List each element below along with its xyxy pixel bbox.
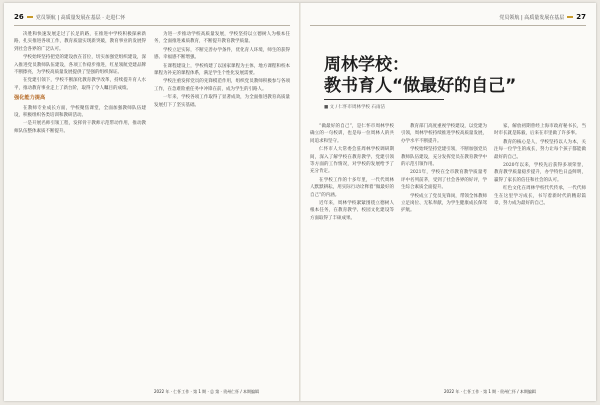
paragraph: 在教师专业成长方面，学校聚焦课堂，全面加强教师队伍建设，积极组织各类培训和教研活动。 bbox=[14, 105, 146, 119]
right-page-number: 27 bbox=[576, 13, 586, 21]
paragraph: 近年来，周林学校紧紧围绕立德树人根本任务，在教育教学、校园文化建设等方面取得了丰硕成果。 bbox=[310, 201, 394, 221]
section-subhead: 强化能力提高 bbox=[14, 95, 46, 102]
paragraph: 仁怀市人大常委会驻周林学校调研期间，深入了解学校在教育教学、党建引领等方面的工作情况，对学校的发展给予了充分肯定。 bbox=[310, 147, 394, 175]
article-title bbox=[324, 55, 517, 97]
paragraph: 2021年，学校在全市教育教学质量考评中名列前茅，受到了社会各界的好评，学生综合素质全面提升。 bbox=[401, 170, 487, 191]
right-column-3 bbox=[494, 123, 586, 385]
article-title-line-2: 教书育人“做最好的自己” bbox=[324, 76, 517, 96]
right-column-2 bbox=[401, 123, 487, 385]
title-rule bbox=[324, 99, 444, 100]
paragraph: 在党建引领下，学校不断深化教育教学改革，持续提升育人水平，推动教育事业走上了新台阶，取得了令人瞩目的成绩。 bbox=[14, 78, 146, 91]
paragraph: 教育的核心是人，学校坚持以人为本，关注每一位学生的成长，努力让每个孩子都能做最好的自己。 bbox=[494, 139, 586, 160]
paragraph: 学校始终坚持党建引领，不断加强党员教师队伍建设，充分发挥党员在教育教学中的示范引领作用。 bbox=[401, 147, 487, 168]
paragraph: 学校立足实际，不断完善办学条件，优化育人环境，师生的获得感、幸福感不断增强。 bbox=[154, 47, 290, 61]
right-section-tag bbox=[567, 16, 573, 18]
left-header-rule bbox=[14, 25, 290, 26]
paragraph: 家，解放初期曾经上海市政府秘书长，当时市长就是陈毅，后来在市里做了许多事。 bbox=[494, 124, 586, 137]
right-footer: 2022 年 · 仁怀工作 · 第 1 期 · 贵州仁怀 / 本期编辑 bbox=[444, 389, 536, 394]
left-column-1 bbox=[14, 31, 146, 383]
left-footer: 2022 年 · 仁怀工作 · 第 1 期 · 总 第 · 贵州仁怀 / 本期编辑 bbox=[154, 389, 259, 394]
paragraph: 为进一步推动学校高质量发展，学校坚持以立德树人为根本任务，全面推进素质教育，不断提升教育教学质量。 bbox=[154, 32, 290, 45]
right-column-1 bbox=[310, 123, 394, 385]
paragraph: 学校始终坚持把党的建设放在首位，切实加强党组织建设，深入推进党员教师队伍建设，各项工作稳步推进，红星领航党建品牌不断擦亮，为学校高质量发展提供了坚强的组织保证。 bbox=[14, 55, 146, 76]
paragraph: 在学校工作的十多年里，一代代周林人默默耕耘，用实际行动诠释着“做最好的自己”的内涵。 bbox=[310, 177, 394, 198]
paragraph: 在课程建设上，学校构建了以国家课程为主体，地方课程和校本课程为补充的课程体系，满足学生个性化发展需要。 bbox=[154, 63, 290, 77]
paragraph: 教育部门高度重视学校建设，以党建为引领，周林学校持续推进学校高质量发展，办学水平不断提升。 bbox=[401, 124, 487, 144]
paragraph: 学校成立了党员先锋岗，带领全体教师立足岗位、无私奉献，为学生健康成长保驾护航。 bbox=[401, 193, 487, 214]
magazine-spread bbox=[4, 3, 596, 401]
left-column-2 bbox=[154, 31, 290, 383]
left-page-header bbox=[14, 11, 125, 23]
left-page-number: 26 bbox=[14, 13, 24, 21]
right-page-header bbox=[499, 11, 586, 23]
paragraph: 红色文化在周林学校代代传承，一代代师生在这里学习成长，书写着新时代的精彩篇章，努力成为最好的自己。 bbox=[494, 186, 586, 207]
article-title-line-1: 周林学校： bbox=[324, 55, 409, 75]
left-section-tag bbox=[27, 16, 33, 18]
paragraph: 一是开展名师引领工程，发挥骨干教师示范带动作用，推动教师队伍整体素质不断提升。 bbox=[14, 121, 146, 134]
page-gutter bbox=[299, 3, 301, 401]
paragraph: 一年来，学校各项工作取得了显著成效，为全面推进教育高质量发展打下了坚实基础。 bbox=[154, 95, 290, 108]
paragraph: 决胜和快速发展走过了长足的路，在推进中学校积极探索新路，扎实推进各项工作，教育质量实现新突破，教育事业的发展得到社会各界的广泛认可。 bbox=[14, 32, 146, 52]
right-running-head: 党员领航 | 高质量发展在基层 bbox=[499, 14, 565, 21]
left-running-head: 党员领航 | 高质量发展在基层 · 走进仁怀 bbox=[35, 14, 126, 21]
article-byline: ■ 文 / 仁怀市周林学校 石雨洁 bbox=[324, 105, 385, 110]
paragraph: 学校注重发挥党员的先锋模范作用，组织党员教师积极参与各项工作，在急难险重任务中冲锋在前，成为学生的引路人。 bbox=[154, 79, 290, 92]
paragraph: “做最好的自己”，是仁怀市周林学校确立的一句校训，也是每一位周林人的共同追求和坚守。 bbox=[310, 124, 394, 144]
paragraph: 2020年以来，学校先后获得多项荣誉，教育教学质量稳步提升，办学特色日益鲜明，赢得了家长的信任和社会的认可。 bbox=[494, 163, 586, 183]
right-header-rule bbox=[310, 25, 586, 26]
